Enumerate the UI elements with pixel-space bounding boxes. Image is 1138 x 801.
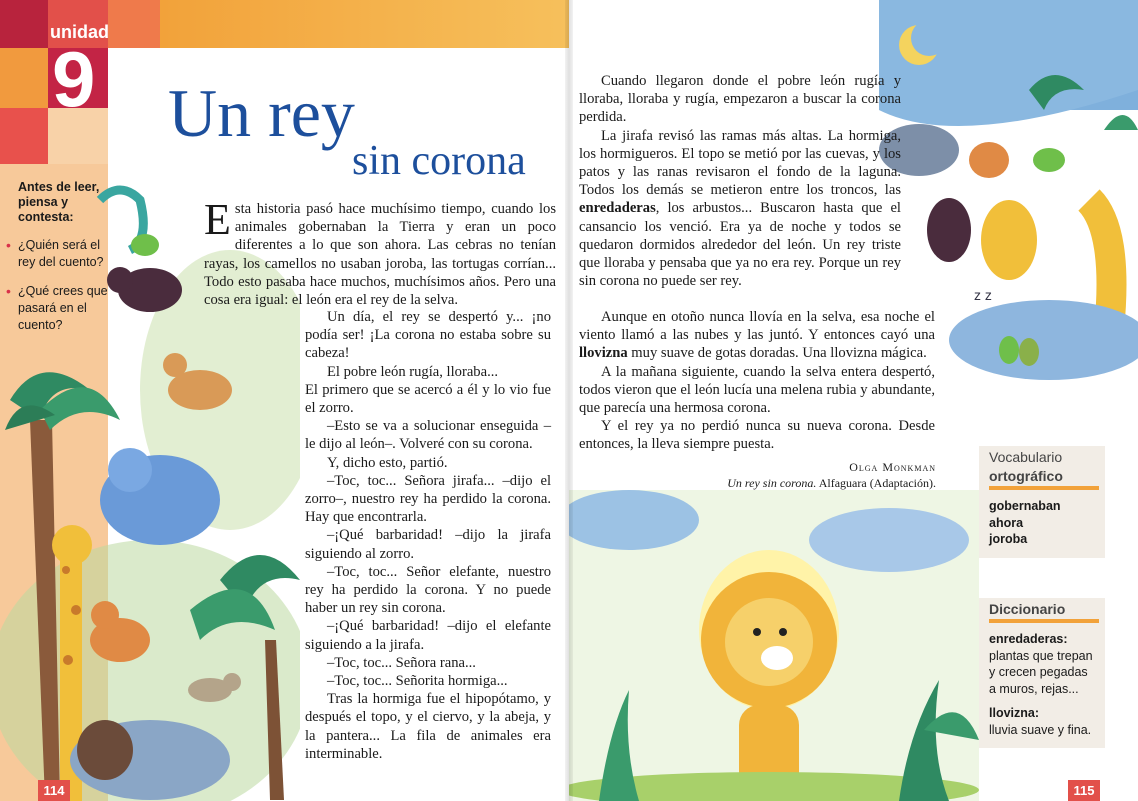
story-text-right-1 xyxy=(579,72,901,290)
vocab-word: joroba xyxy=(989,532,1028,546)
paragraph-text: , los arbustos... Buscaron hasta que el cansancio los venció. Era ya de noche y todos se quedaron dormidos alrededor del león. Un rey triste que lloraba y pensaba que ya no era rey. Porque un rey sin corona no puede ser rey. xyxy=(579,200,901,290)
story-paragraph: El primero que se acercó a él y lo vio fue el zorro. xyxy=(305,381,551,417)
page-number-left: 114 xyxy=(38,780,70,801)
page-number-right: 115 xyxy=(1068,780,1100,801)
dictionary-title: Diccionario xyxy=(989,601,1066,617)
vocab-title-line1: Vocabulario xyxy=(989,449,1063,465)
story-title-line2: sin corona xyxy=(352,138,526,184)
dictionary-term: llovizna: xyxy=(989,706,1040,720)
story-title-line1: Un rey xyxy=(168,75,355,151)
story-text-right-2 xyxy=(579,308,935,454)
header-square xyxy=(0,108,48,164)
story-paragraph: –Toc, toc... Señora jirafa... –dijo el zorro–, nuestro rey ha perdido la corona. Hay que encontrarla. xyxy=(305,472,551,526)
header-square xyxy=(0,0,48,48)
story-paragraph: –Toc, toc... Señora rana... xyxy=(327,654,476,671)
highlight-word: llovizna xyxy=(579,345,628,362)
story-paragraph: A la mañana siguiente, cuando la selva entera despertó, todos vieron que el león lucía una melena rubia y abundante, que parecía una hermosa corona. xyxy=(579,363,935,417)
dictionary-definition: plantas que trepan y crecen pegadas a muros, rejas... xyxy=(989,648,1093,696)
vocabulary-box xyxy=(979,446,1105,558)
header-square xyxy=(108,0,160,48)
dictionary-box xyxy=(979,598,1105,748)
vocab-word: gobernaban xyxy=(989,499,1061,513)
story-paragraph: Y el rey ya no perdió nunca su nueva corona. Desde entonces, la lleva siempre puesta. xyxy=(579,418,935,453)
story-paragraph: –¡Qué barbaridad! –dijo el elefante siguiendo a la jirafa. xyxy=(305,618,551,653)
paragraph-text: Aunque en otoño nunca llovía en la selva, esa noche el viento llamó a las nubes y las juntó. Y entonces cayó una xyxy=(579,309,935,344)
story-text-intro xyxy=(204,195,556,309)
story-paragraph: Tras la hormiga fue el hipopótamo, y después el topo, y el ciervo, y la abeja, y la pantera... La fila de animales era interminable. xyxy=(305,691,551,762)
svg-text:z z: z z xyxy=(974,287,992,303)
drop-cap: E xyxy=(204,195,231,244)
story-paragraph: –¡Qué barbaridad! –dijo la jirafa siguiendo al zorro. xyxy=(305,527,551,562)
dictionary-definition: lluvia suave y fina. xyxy=(989,722,1092,737)
story-paragraph: –Toc, toc... Señor elefante, nuestro rey ha perdido la corona. Y no puede haber un rey sin corona. xyxy=(305,563,551,617)
story-paragraph: Un día, el rey se despertó y... ¡no podía ser! ¡La corona no estaba sobre su cabeza! xyxy=(305,309,551,362)
story-paragraph: Cuando llegaron donde el pobre león rugía y lloraba, lloraba y rugía, empezaron a buscar la corona perdida. xyxy=(579,73,901,126)
unit-label: unidad xyxy=(50,22,109,42)
highlight-word: enredaderas xyxy=(579,200,656,217)
vocab-words xyxy=(979,498,1105,558)
story-paragraph: –Esto se va a solucionar enseguida –le dijo al león–. Volveré con su corona. xyxy=(305,418,551,453)
story-paragraph: El pobre león rugía, lloraba... xyxy=(327,363,499,380)
paragraph-text: La jirafa revisó las ramas más altas. La hormiga, los hormigueros. El topo se metió por las cuevas, y los patos y las ranas revisaron el fondo de la laguna. Todos los demás se metieron entre los troncos, las xyxy=(579,127,901,199)
paragraph-text: muy suave de gotas doradas. Una llovizna mágica. xyxy=(627,345,927,362)
vocab-title-bar xyxy=(989,486,1099,490)
paragraph-text: sta historia pasó hace muchísimo tiempo, cuando los animales gobernaban la Tierra y eran un poco diferentes a lo que son ahora. Las cebras no tenían rayas, los camellos no usaban joroba, las tortugas corrían... Todo esto pasaba hace muchos, muchísimos años. Pero una cosa era igual: el león era el rey de la selva. xyxy=(204,201,556,309)
book-gutter xyxy=(565,0,573,801)
story-text-left xyxy=(305,308,551,763)
publisher: Alfaguara (Adaptación). xyxy=(818,476,936,490)
vocab-title-line2: ortográfico xyxy=(989,468,1063,484)
dictionary-term: enredaderas: xyxy=(989,632,1068,646)
story-paragraph: Y, dicho esto, partió. xyxy=(327,454,448,471)
story-paragraph: –Toc, toc... Señorita hormiga... xyxy=(327,673,508,690)
story-credit xyxy=(680,459,936,491)
vocab-word: ahora xyxy=(989,515,1024,530)
dictionary-entries xyxy=(979,631,1105,748)
questions-heading: Antes de leer, piensa y contesta: xyxy=(18,180,100,224)
book-source xyxy=(680,475,936,491)
story-paragraph xyxy=(579,127,901,291)
header-band xyxy=(160,0,569,48)
dictionary-title-bar xyxy=(989,619,1099,623)
story-paragraph xyxy=(204,195,556,309)
book-title: Un rey sin corona. xyxy=(727,476,817,490)
question-item: • ¿Quién será el rey del cuento? xyxy=(0,237,108,271)
author-name: Olga Monkman xyxy=(849,460,936,474)
right-page xyxy=(569,0,1138,801)
lion-golden-rain-illustration xyxy=(569,490,979,801)
story-paragraph xyxy=(579,308,935,363)
header-square xyxy=(0,48,48,108)
unit-number: 9 xyxy=(52,35,96,123)
question-item: • ¿Qué crees que pasará en el cuento? xyxy=(0,283,108,334)
